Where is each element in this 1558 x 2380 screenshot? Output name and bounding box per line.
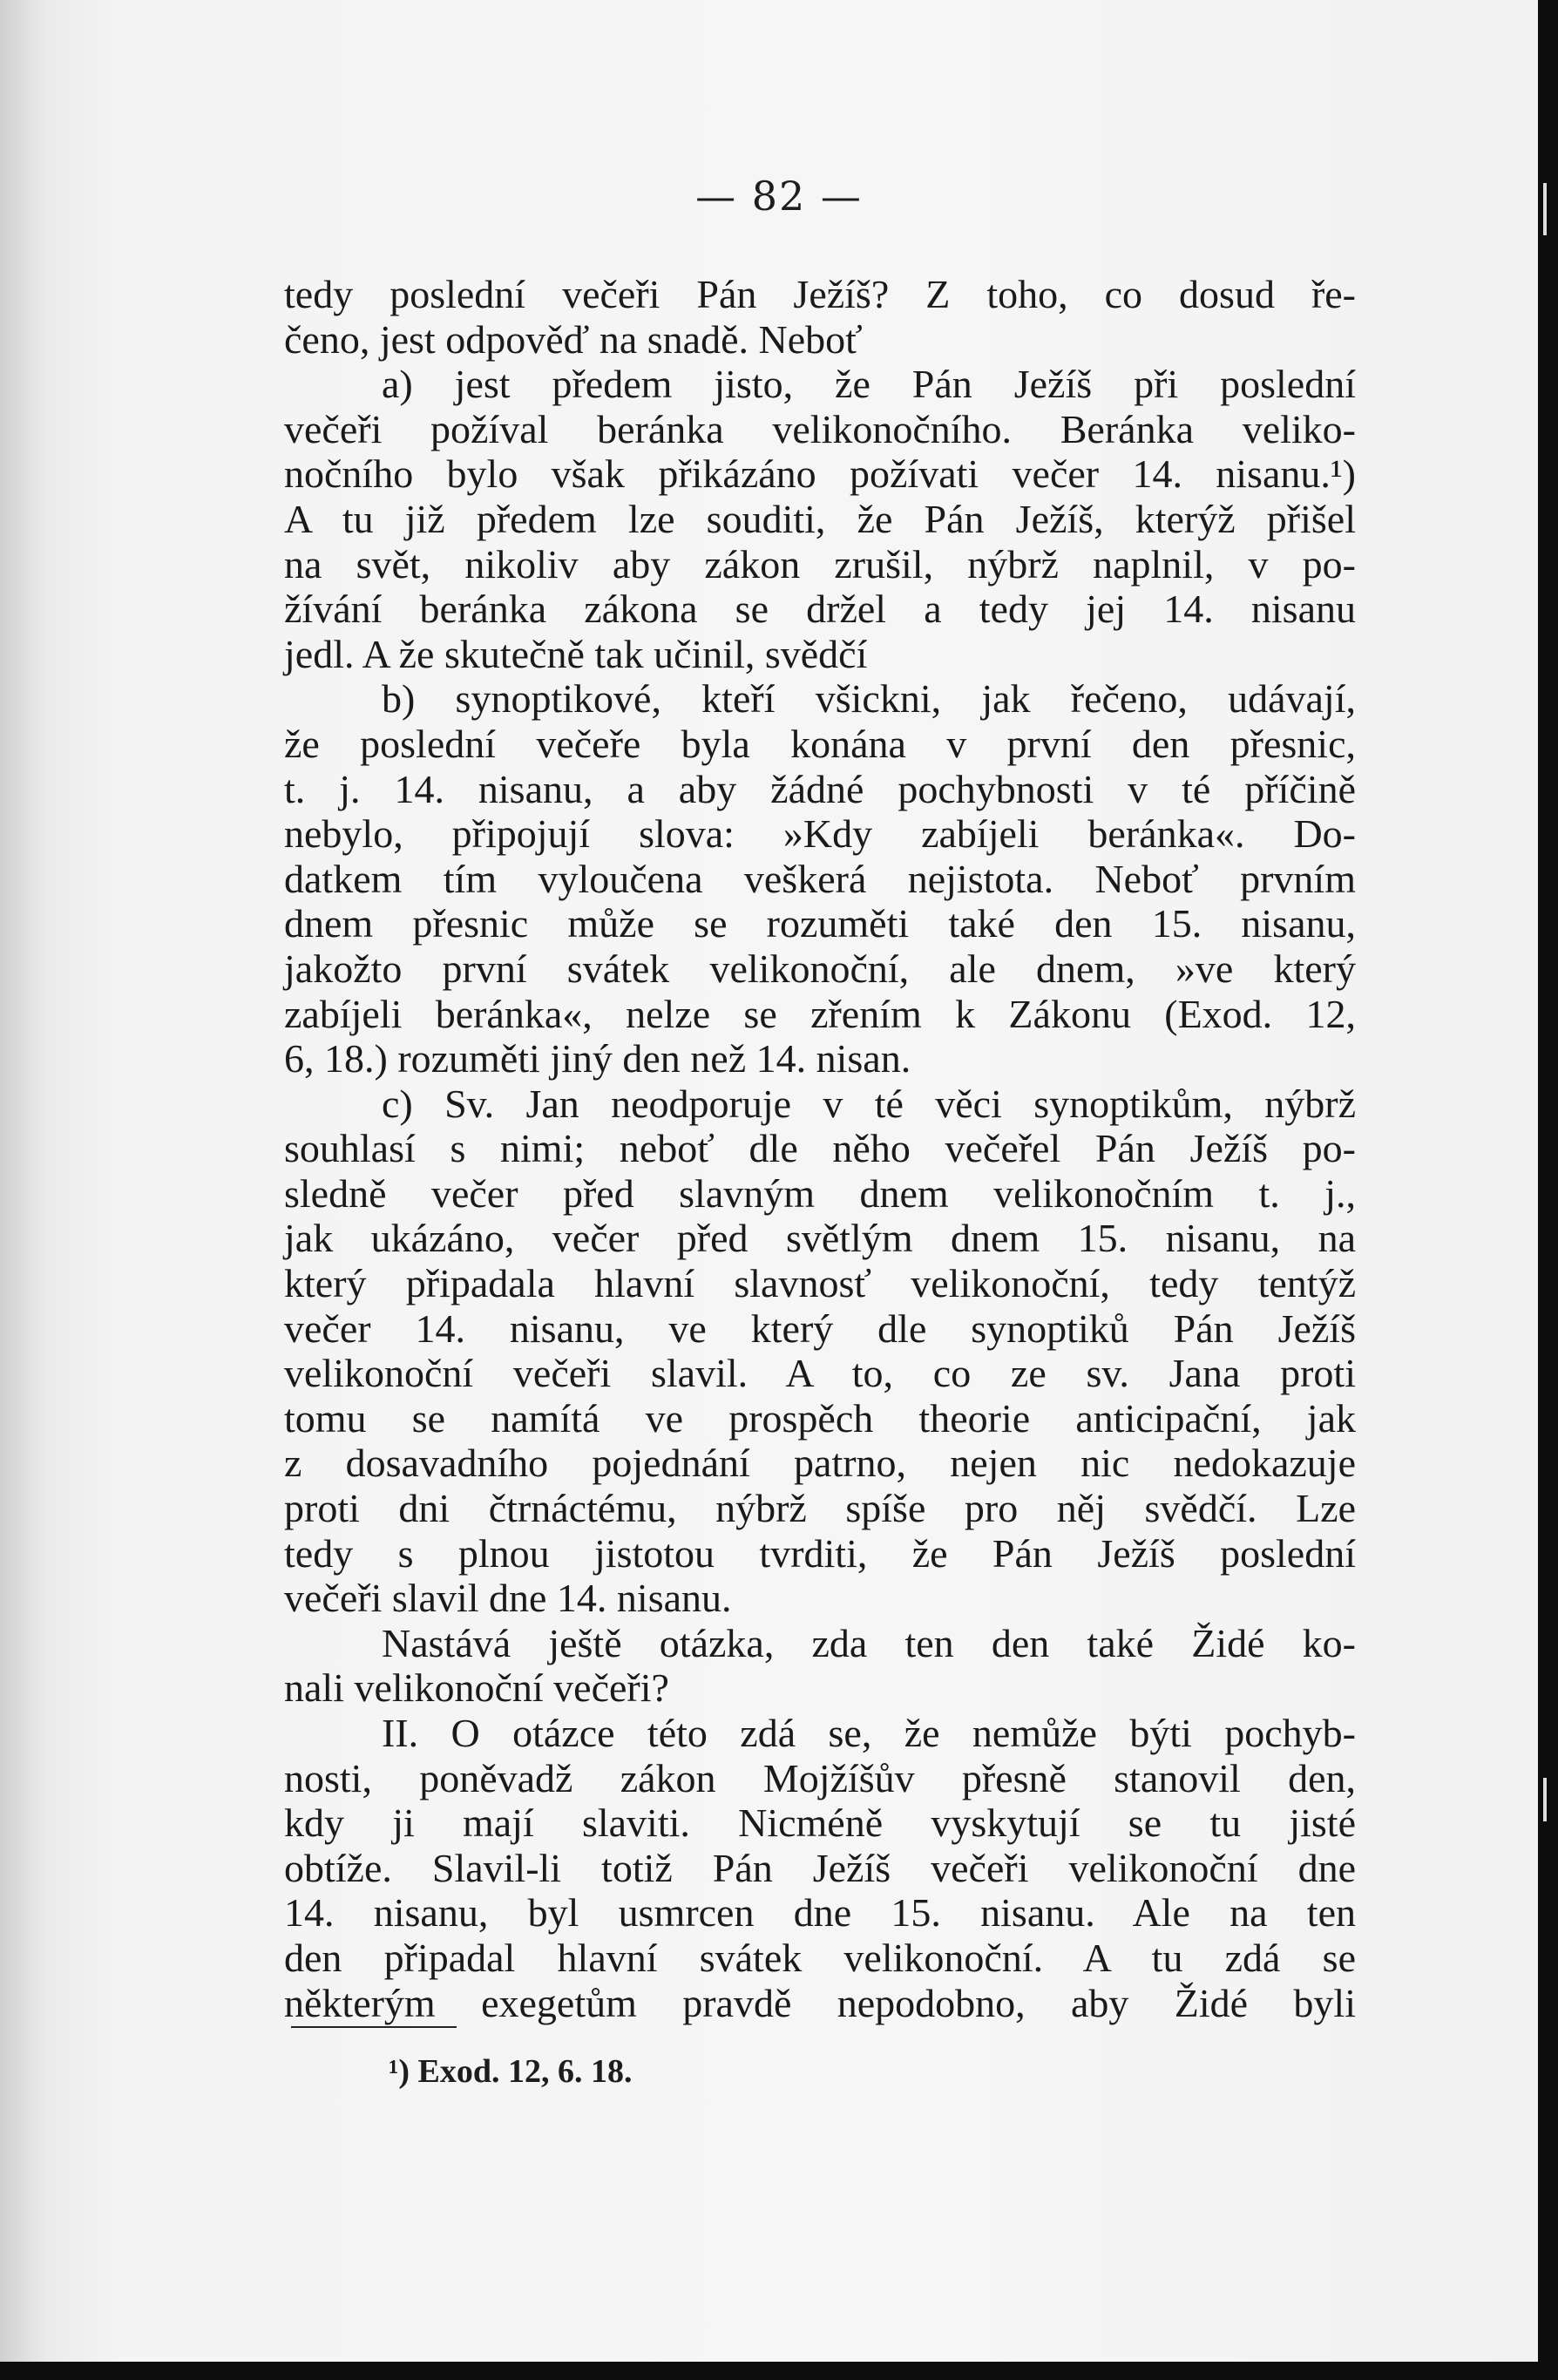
text-line: 14. nisanu, byl usmrcen dne 15. nisanu. Ale na ten <box>284 1890 1356 1936</box>
text-line: na svět, nikoliv aby zákon zrušil, nýbrž naplnil, v po- <box>284 541 1356 587</box>
text-line: některým exegetům pravdě nepodobno, aby Židé byli <box>284 1980 1356 2025</box>
text-line: c) Sv. Jan neodporuje v té věci synoptikům, nýbrž <box>382 1081 1356 1126</box>
text-line: velikonoční večeři slavil. A to, co ze sv. Jana proti <box>284 1351 1356 1396</box>
text-line: žívání beránka zákona se držel a tedy jej 14. nisanu <box>284 587 1356 632</box>
text-line: večeři požíval beránka velikonočního. Beránka veliko- <box>284 406 1356 451</box>
text-line: tedy poslední večeři Pán Ježíš? Z toho, co dosud ře- <box>284 272 1356 316</box>
scan-right-edge <box>1538 0 1558 2380</box>
page-number: — 82 — <box>695 173 863 220</box>
text-line: čeno, jest odpověď na snadě. Neboť <box>284 316 863 362</box>
body-text <box>284 272 1356 2025</box>
text-line: nebylo, připojují slova: »Kdy zabíjeli beránka«. Do- <box>284 811 1356 857</box>
text-line: II. O otázce této zdá se, že nemůže býti pochyb- <box>382 1711 1356 1755</box>
text-line: jakožto první svátek velikonoční, ale dnem, »ve který <box>284 946 1356 991</box>
text-line: souhlasí s nimi; neboť dle něho večeřel Pán Ježíš po- <box>284 1126 1356 1171</box>
text-line: proti dni čtrnáctému, nýbrž spíše pro něj svědčí. Lze <box>284 1486 1356 1531</box>
text-line: tedy s plnou jistotou tvrditi, že Pán Ježíš poslední <box>284 1530 1356 1576</box>
text-line: nočního bylo však přikázáno požívati večer 14. nisanu.¹) <box>284 451 1356 497</box>
text-line: nosti, poněvadž zákon Mojžíšův přesně stanovil den, <box>284 1755 1356 1800</box>
text-line: nali velikonoční večeři? <box>284 1665 669 1711</box>
text-line: dnem přesnic může se rozuměti také den 15. nisanu, <box>284 901 1356 946</box>
text-line: sledně večer před slavným dnem velikonočním t. j., <box>284 1170 1356 1216</box>
footnote: ¹) Exod. 12, 6. 18. <box>389 2053 633 2090</box>
footnote-divider <box>291 2026 457 2028</box>
text-line: jedl. A že skutečně tak učinil, svědčí <box>284 631 868 676</box>
text-line: obtíže. Slavil-li totiž Pán Ježíš večeři velikonoční dne <box>284 1845 1356 1890</box>
text-line: kdy ji mají slaviti. Nicméně vyskytují se tu jisté <box>284 1800 1356 1846</box>
text-line: večer 14. nisanu, ve který dle synoptiků Pán Ježíš <box>284 1305 1356 1351</box>
text-line: A tu již předem lze souditi, že Pán Ježíš, kterýž přišel <box>284 496 1356 541</box>
scan-bottom-edge <box>0 2362 1558 2380</box>
text-line: tomu se namítá ve prospěch theorie anticipační, jak <box>284 1395 1356 1441</box>
text-line: 6, 18.) rozuměti jiný den než 14. nisan. <box>284 1036 911 1082</box>
text-line: Nastává ještě otázka, zda ten den také Židé ko- <box>382 1620 1356 1665</box>
text-line: jak ukázáno, večer před světlým dnem 15. nisanu, na <box>284 1216 1356 1261</box>
text-line: večeři slavil dne 14. nisanu. <box>284 1576 732 1621</box>
text-line: b) synoptikové, kteří všickni, jak řečeno, udávají, <box>382 676 1356 722</box>
text-line: a) jest předem jisto, že Pán Ježíš při poslední <box>382 362 1356 407</box>
text-line: který připadala hlavní slavnosť velikonoční, tedy tentýž <box>284 1261 1356 1306</box>
text-line: z dosavadního pojednání patrno, nejen nic nedokazuje <box>284 1441 1356 1486</box>
text-line: zabíjeli beránka«, nelze se zřením k Zákonu (Exod. 12, <box>284 991 1356 1036</box>
text-line: t. j. 14. nisanu, a aby žádné pochybnosti v té příčině <box>284 766 1356 811</box>
text-line: datkem tím vyloučena veškerá nejistota. Neboť prvním <box>284 856 1356 901</box>
text-line: den připadal hlavní svátek velikonoční. A tu zdá se <box>284 1935 1356 1980</box>
text-line: že poslední večeře byla konána v první den přesnic, <box>284 721 1356 766</box>
